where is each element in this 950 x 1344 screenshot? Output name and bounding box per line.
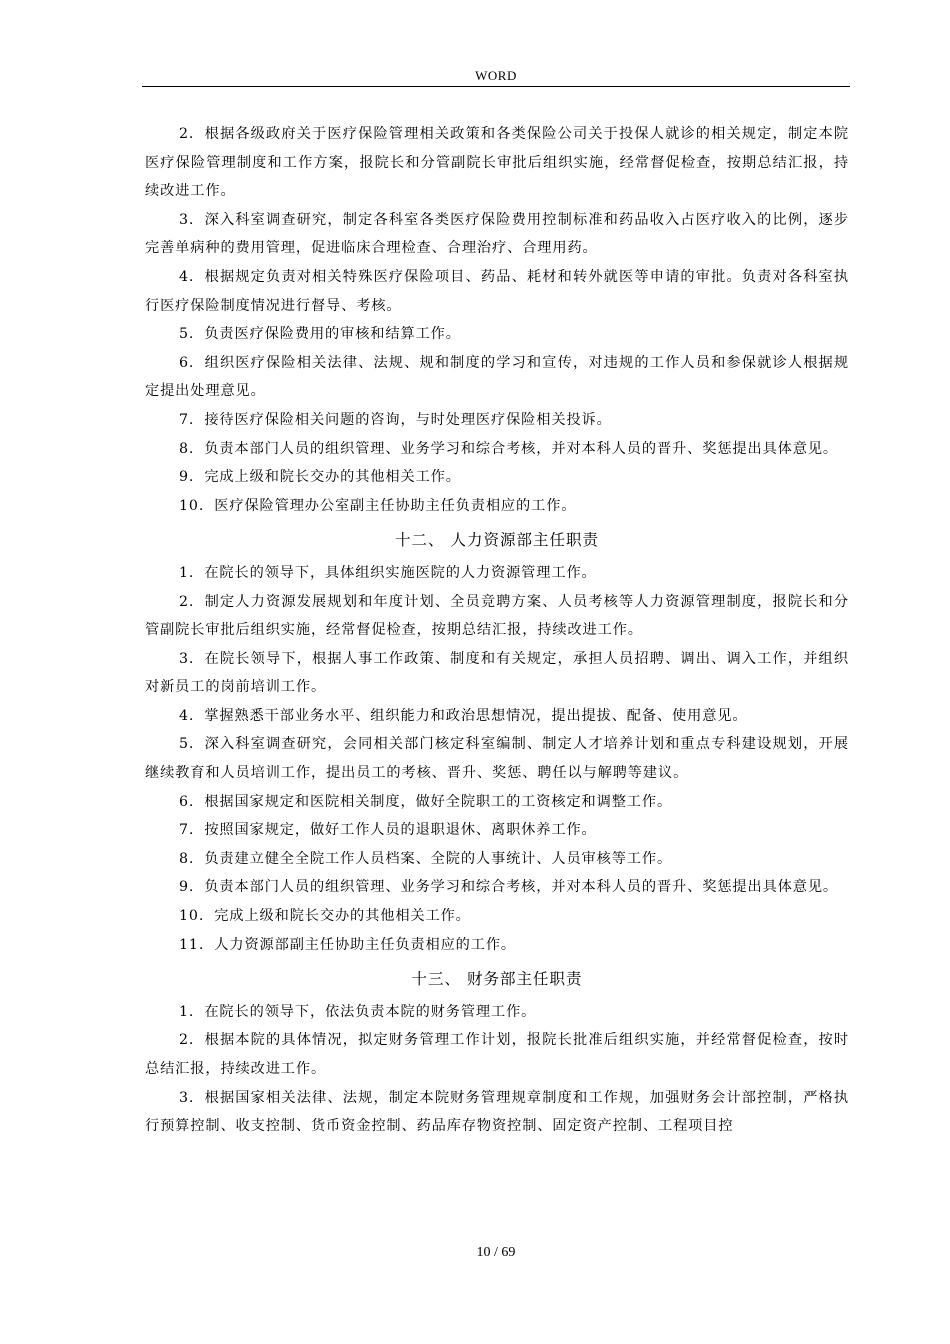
item-text: 负责建立健全全院工作人员档案、全院的人事统计、人员审核等工作。 [204,850,673,867]
duty-item [145,873,849,902]
duty-item [145,902,849,931]
item-number: 6. [179,354,195,371]
duty-item [145,463,849,492]
item-number: 7. [179,411,195,428]
item-text: 负责本部门人员的组织管理、业务学习和综合考核，并对本科人员的晋升、奖惩提出具体意见。 [204,879,839,896]
item-text: 组织医疗保险相关法律、法规、规和制度的学习和宣传，对违规的工作人员和参保就诊人根据规定提出处理意见。 [145,354,849,400]
duty-item [145,435,849,464]
item-number: 1. [179,564,195,581]
item-number: 1. [179,1003,195,1020]
item-text: 完成上级和院长交办的其他相关工作。 [214,908,471,925]
item-text: 负责医疗保险费用的审核和结算工作。 [204,326,461,343]
item-number: 10. [179,497,205,514]
item-text: 根据国家规定和医院相关制度，做好全院职工的工资核定和调整工作。 [204,793,673,810]
item-number: 9. [179,469,195,486]
item-number: 3. [179,1089,195,1106]
duty-item [145,492,849,521]
item-number: 4. [179,268,195,285]
item-number: 11. [179,936,205,953]
item-number: 6. [179,793,195,810]
duty-item [145,263,849,320]
duty-item [145,816,849,845]
item-number: 2. [179,593,195,610]
duty-item [145,120,849,206]
duty-item [145,588,849,645]
item-text: 按照国家规定，做好工作人员的退职退休、离职休养工作。 [204,822,597,839]
duty-item [145,702,849,731]
item-text: 深入科室调查研究，制定各科室各类医疗保险费用控制标准和药品收入占医疗收入的比例，逐步完善单病种的费用管理，促进临床合理检查、合理治疗、合理用药。 [145,211,849,257]
duty-item [145,349,849,406]
section-heading: 十三、 财务部主任职责 [411,970,583,989]
duty-item [145,1026,849,1083]
item-number: 8. [179,440,195,457]
item-number: 2. [179,1032,195,1049]
item-text: 在院长的领导下，具体组织实施医院的人力资源管理工作。 [204,564,597,581]
item-text: 人力资源部副主任协助主任负责相应的工作。 [214,936,517,953]
item-number: 9. [179,879,195,896]
item-number: 2. [179,126,195,142]
document-body [145,120,849,1141]
duty-item [145,730,849,787]
item-number: 7. [179,822,195,839]
duty-item [145,998,849,1027]
duty-item [145,559,849,588]
duty-item [145,320,849,349]
header-rule [142,86,850,87]
item-text: 负责本部门人员的组织管理、业务学习和综合考核，并对本科人员的晋升、奖惩提出具体意见。 [204,440,839,457]
item-number: 3. [179,650,195,667]
page-number: 10 / 69 [476,1245,516,1260]
duty-item [145,1084,849,1141]
page-header: WORD [475,68,517,83]
duty-item [145,406,849,435]
item-text: 医疗保险管理办公室副主任协助主任负责相应的工作。 [214,497,577,514]
item-text: 深入科室调查研究，会同相关部门核定科室编制、制定人才培养计划和重点专科建设规划，开展继续教育和人员培训工作，提出员工的考核、晋升、奖惩、聘任以与解聘等建议。 [145,736,849,782]
duty-item [145,645,849,702]
item-number: 5. [179,326,195,343]
item-number: 8. [179,850,195,867]
item-text: 掌握熟悉干部业务水平、组织能力和政治思想情况，提出提拔、配备、使用意见。 [204,707,748,724]
item-text: 在院长的领导下，依法负责本院的财务管理工作。 [204,1003,537,1020]
duty-item [145,845,849,874]
item-text: 根据规定负责对相关特殊医疗保险项目、药品、耗材和转外就医等申请的审批。负责对各科室执行医疗保险制度情况进行督导、考核。 [145,268,849,314]
item-text: 在院长领导下，根据人事工作政策、制度和有关规定，承担人员招聘、调出、调入工作，并组织对新员工的岗前培训工作。 [145,650,849,696]
item-number: 10. [179,908,205,925]
item-text: 根据各级政府关于医疗保险管理相关政策和各类保险公司关于投保人就诊的相关规定，制定本院医疗保险管理制度和工作方案，报院长和分管副院长审批后组织实施，经常督促检查，按期总结汇报，持续改进工作。 [145,126,849,200]
item-text: 制定人力资源发展规划和年度计划、全员竞聘方案、人员考核等人力资源管理制度，报院长和分管副院长审批后组织实施，经常督促检查，按期总结汇报，持续改进工作。 [145,593,849,639]
item-number: 4. [179,707,195,724]
item-text: 根据国家相关法律、法规，制定本院财务管理规章制度和工作规，加强财务会计部控制，严格执行预算控制、收支控制、货币资金控制、药品库存物资控制、固定资产控制、工程项目控 [145,1089,849,1135]
item-text: 根据本院的具体情况，拟定财务管理工作计划，报院长批准后组织实施，并经常督促检查，按时总结汇报，持续改进工作。 [145,1032,849,1077]
section-heading: 十二、 人力资源部主任职责 [395,531,599,550]
duty-item [145,788,849,817]
item-number: 5. [179,736,195,753]
item-text: 接待医疗保险相关问题的咨询，与时处理医疗保险相关投诉。 [204,411,612,428]
duty-item [145,931,849,960]
duty-item [145,206,849,263]
item-number: 3. [179,211,195,228]
item-text: 完成上级和院长交办的其他相关工作。 [204,469,461,486]
